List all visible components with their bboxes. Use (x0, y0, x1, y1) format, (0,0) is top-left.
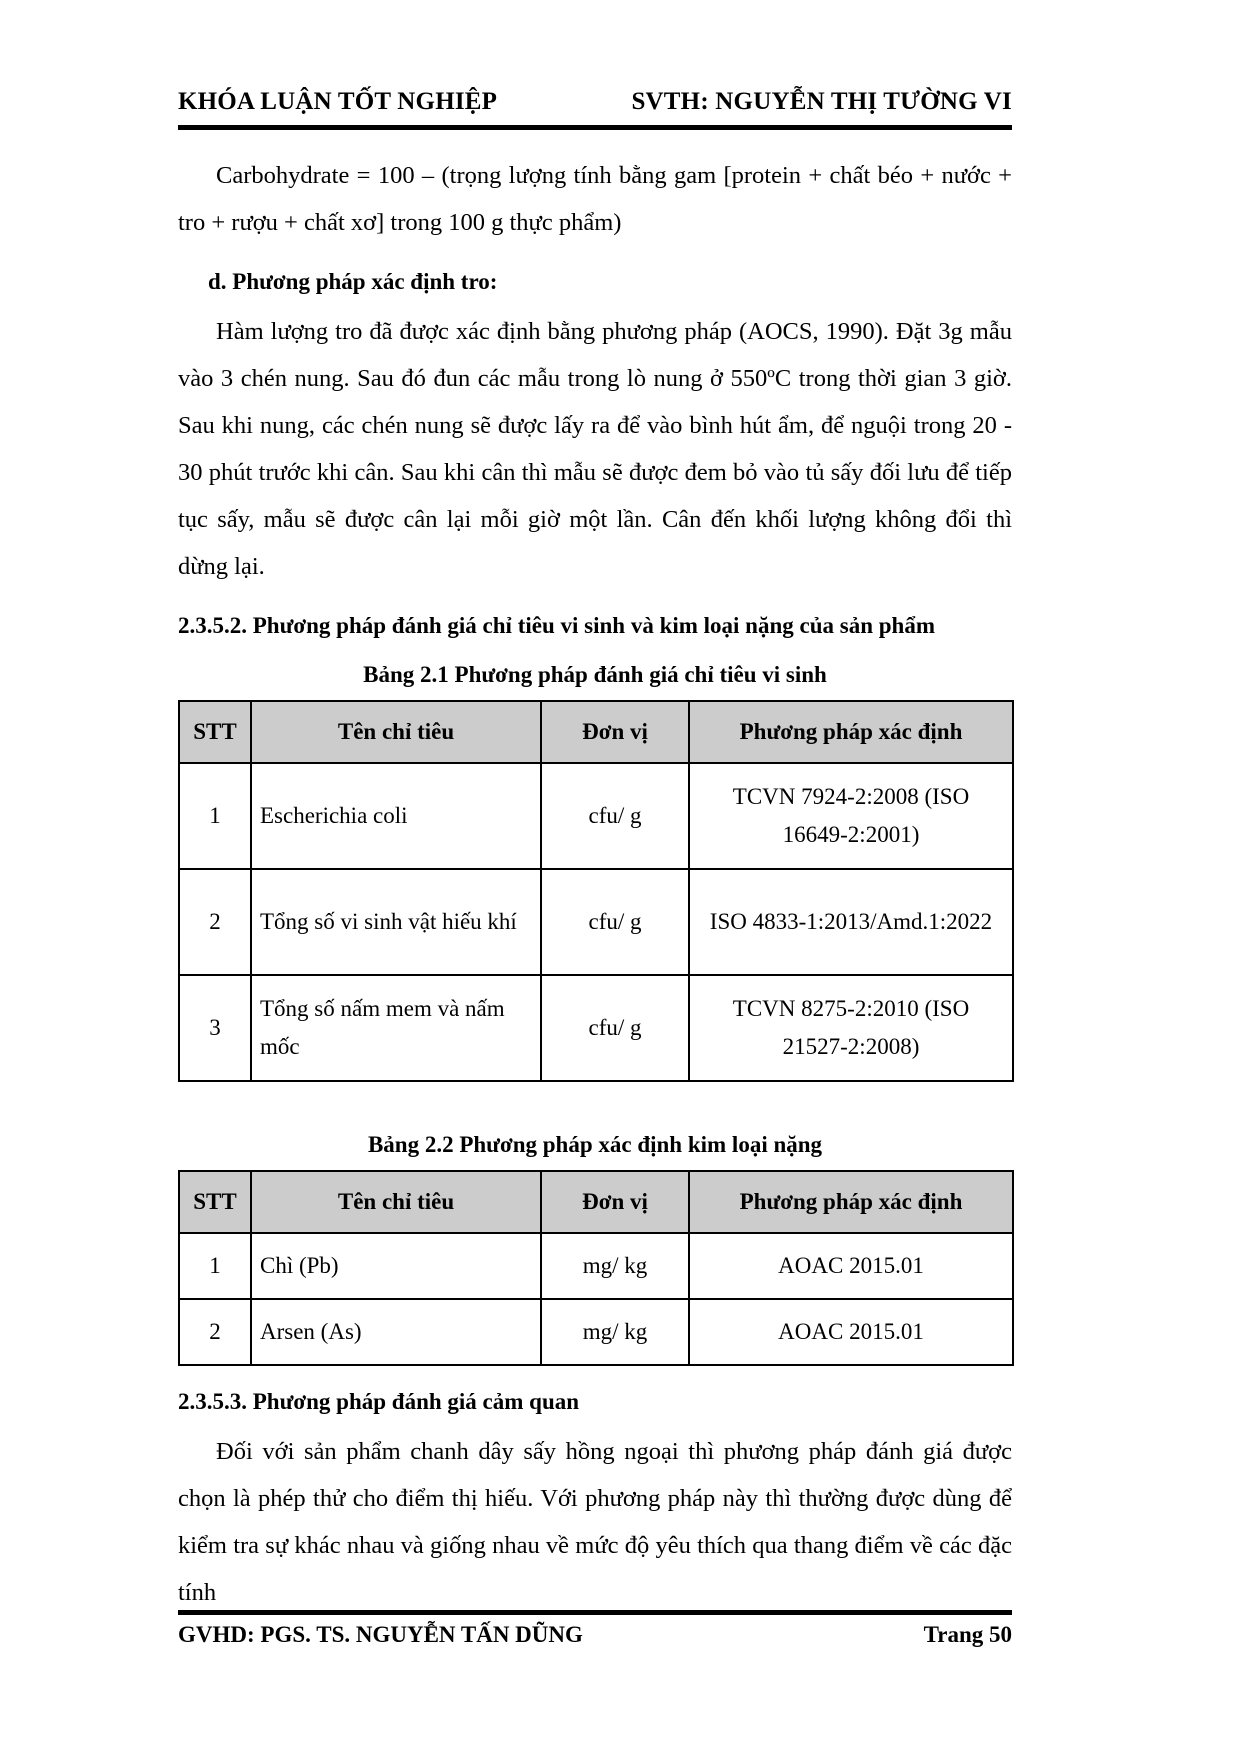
running-footer (178, 1622, 1012, 1648)
cell-unit: cfu/ g (541, 975, 689, 1081)
table-row (179, 1233, 1013, 1299)
footer-divider-rule (178, 1610, 1012, 1615)
column-header-name: Tên chỉ tiêu (251, 701, 541, 763)
column-header-unit: Đơn vị (541, 1171, 689, 1233)
cell-name: Tổng số nấm mem và nấm mốc (251, 975, 541, 1081)
cell-method: ISO 4833-1:2013/Amd.1:2022 (689, 869, 1013, 975)
cell-unit: mg/ kg (541, 1233, 689, 1299)
cell-method: TCVN 7924-2:2008 (ISO 16649-2:2001) (689, 763, 1013, 869)
sensory-evaluation-paragraph: Đối với sản phẩm chanh dây sấy hồng ngoại thì phương pháp đánh giá được chọn là phép thử cho điểm thị hiếu. Với phương pháp này thì thường được dùng để kiểm tra sự khác nhau và giống nhau về mức độ yêu thích qua thang điểm về các đặc tính (178, 1438, 1012, 1606)
column-header-unit: Đơn vị (541, 701, 689, 763)
carbohydrate-formula-paragraph: Carbohydrate = 100 – (trọng lượng tính bằng gam [protein + chất béo + nước + tro + rượu + chất xơ] trong 100 g thực phẩm) (178, 162, 1012, 236)
column-header-method: Phương pháp xác định (689, 701, 1013, 763)
header-divider-rule (178, 125, 1012, 130)
cell-stt: 2 (179, 869, 251, 975)
column-header-stt: STT (179, 701, 251, 763)
cell-stt: 1 (179, 763, 251, 869)
cell-name: Tổng số vi sinh vật hiếu khí (251, 869, 541, 975)
heading-section-2-3-5-2: 2.3.5.2. Phương pháp đánh giá chỉ tiêu vi sinh và kim loại nặng của sản phẩm (178, 613, 936, 638)
header-student-name: SVTH: NGUYỄN THỊ TƯỜNG VI (631, 88, 1012, 115)
cell-stt: 2 (179, 1299, 251, 1365)
table-caption-2-2: Bảng 2.2 Phương pháp xác định kim loại nặng (367, 1132, 823, 1157)
page-body (178, 152, 1012, 1616)
cell-method: TCVN 8275-2:2010 (ISO 21527-2:2008) (689, 975, 1013, 1081)
ash-method-paragraph: Hàm lượng tro đã được xác định bằng phương pháp (AOCS, 1990). Đặt 3g mẫu vào 3 chén nung. Sau đó đun các mẫu trong lò nung ở 550ºC trong thời gian 3 giờ. Sau khi nung, các chén nung sẽ được lấy ra để vào bình hút ẩm, để nguội trong 20 - 30 phút trước khi cân. Sau khi cân thì mẫu sẽ được đem bỏ vào tủ sấy đối lưu để tiếp tục sấy, mẫu sẽ được cân lại mỗi giờ một lần. Cân đến khối lượng không đổi thì dừng lại. (178, 318, 1012, 580)
footer-supervisor-name: GVHD: PGS. TS. NGUYỄN TẤN DŨNG (178, 1622, 583, 1647)
footer-page-number: Trang 50 (923, 1622, 1012, 1647)
cell-method: AOAC 2015.01 (689, 1299, 1013, 1365)
cell-unit: cfu/ g (541, 869, 689, 975)
table-row (179, 975, 1013, 1081)
cell-stt: 3 (179, 975, 251, 1081)
microbiology-methods-table (178, 700, 1014, 1082)
cell-name: Escherichia coli (251, 763, 541, 869)
table-gap-spacer (178, 1082, 1012, 1116)
table-row (179, 763, 1013, 869)
cell-stt: 1 (179, 1233, 251, 1299)
table-header-row (179, 701, 1013, 763)
heavy-metals-methods-table (178, 1170, 1014, 1366)
table-row (179, 1299, 1013, 1365)
cell-unit: cfu/ g (541, 763, 689, 869)
column-header-stt: STT (179, 1171, 251, 1233)
heading-ash-method: d. Phương pháp xác định tro: (208, 269, 498, 294)
table-caption-2-1: Bảng 2.1 Phương pháp đánh giá chỉ tiêu vi sinh (363, 662, 827, 687)
cell-method: AOAC 2015.01 (689, 1233, 1013, 1299)
cell-unit: mg/ kg (541, 1299, 689, 1365)
running-header (178, 88, 1012, 116)
header-thesis-title: KHÓA LUẬN TỐT NGHIỆP (178, 88, 498, 115)
table-row (179, 869, 1013, 975)
heading-section-2-3-5-3: 2.3.5.3. Phương pháp đánh giá cảm quan (178, 1389, 580, 1414)
cell-name: Arsen (As) (251, 1299, 541, 1365)
column-header-method: Phương pháp xác định (689, 1171, 1013, 1233)
table-header-row (179, 1171, 1013, 1233)
cell-name: Chì (Pb) (251, 1233, 541, 1299)
column-header-name: Tên chỉ tiêu (251, 1171, 541, 1233)
